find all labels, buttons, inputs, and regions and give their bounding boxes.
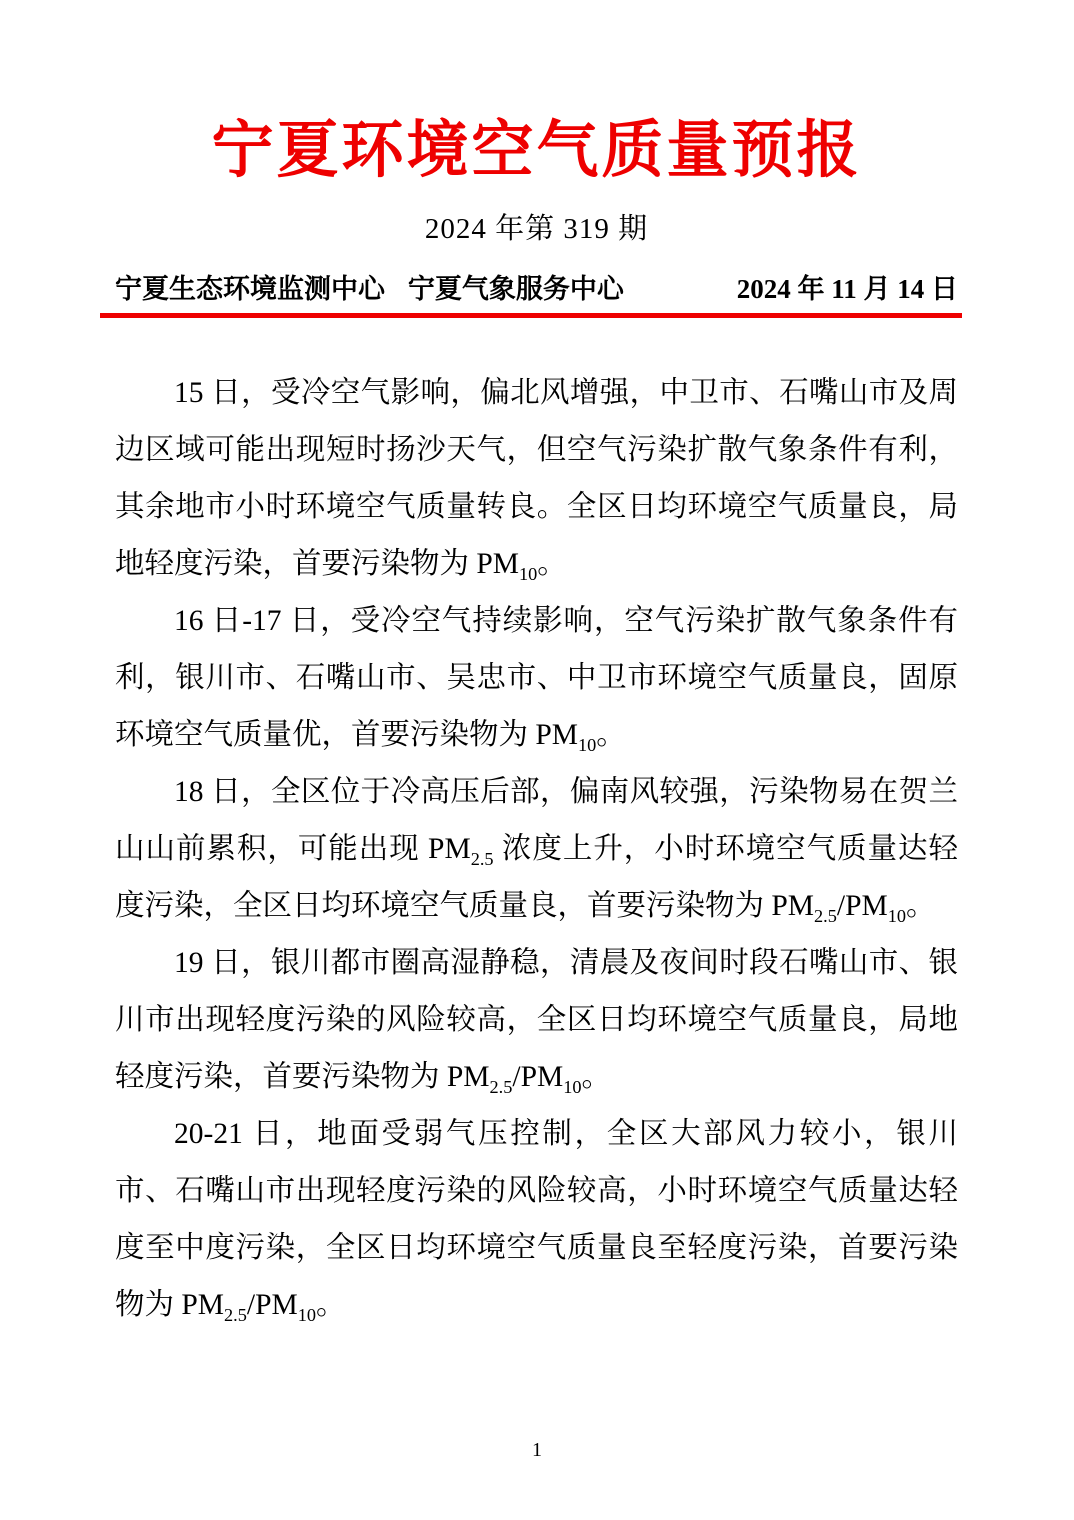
- masthead: [115, 274, 958, 305]
- forecast-body: [115, 365, 958, 1334]
- body-paragraph: 16 日-17 日，受冷空气持续影响，空气污染扩散气象条件有利，银川市、石嘴山市、吴忠市、中卫市环境空气质量良，固原环境空气质量优，首要污染物为 $PM_{10}$。: [115, 605, 958, 756]
- pm-subscript: 10: [297, 1305, 316, 1326]
- publish-date: 2024 年 11 月 14 日: [736, 274, 958, 305]
- pm-subscript: 10: [563, 1077, 582, 1098]
- body-paragraph: 18 日，全区位于冷高压后部，偏南风较强，污染物易在贺兰山山前累积，可能出现 $PM_{2.5}$ 浓度上升，小时环境空气质量达轻度污染，全区日均环境空气质量良，首要污染物为 $PM_{2.5}/PM_{10}$。: [115, 776, 958, 927]
- red-divider-rule: [100, 313, 962, 318]
- publisher-right: 宁夏气象服务中心: [407, 274, 624, 305]
- pm-subscript: 2.5: [224, 1305, 247, 1326]
- pm-subscript: 10: [578, 735, 597, 756]
- publisher-left: 宁夏生态环境监测中心: [115, 274, 385, 305]
- body-paragraph: 19 日，银川都市圈高湿静稳，清晨及夜间时段石嘴山市、银川市出现轻度污染的风险较高，全区日均环境空气质量良，局地轻度污染，首要污染物为 $PM_{2.5}/PM_{10}$。: [115, 947, 958, 1098]
- pm-subscript: 10: [519, 564, 538, 585]
- pm-subscript: 10: [887, 906, 906, 927]
- pm-subscript: 2.5: [814, 906, 837, 927]
- body-paragraph: 15 日，受冷空气影响，偏北风增强，中卫市、石嘴山市及周边区域可能出现短时扬沙天气，但空气污染扩散气象条件有利，其余地市小时环境空气质量转良。全区日均环境空气质量良，局地轻度污染，首要污染物为 $PM_{10}$。: [115, 377, 958, 585]
- pm-subscript: 2.5: [470, 849, 494, 870]
- document-title: 宁夏环境空气质量预报: [211, 117, 862, 185]
- pm-subscript: 2.5: [489, 1077, 513, 1098]
- body-paragraph: 20-21 日，地面受弱气压控制，全区大部风力较小，银川市、石嘴山市出现轻度污染的风险较高，小时环境空气质量达轻度至中度污染，全区日均环境空气质量良至轻度污染，首要污染物为 $PM_{2.5}/PM_{10}$。: [115, 1118, 958, 1326]
- issue-number: 2024 年第 319 期: [424, 213, 649, 246]
- page-number: 1: [532, 1439, 542, 1461]
